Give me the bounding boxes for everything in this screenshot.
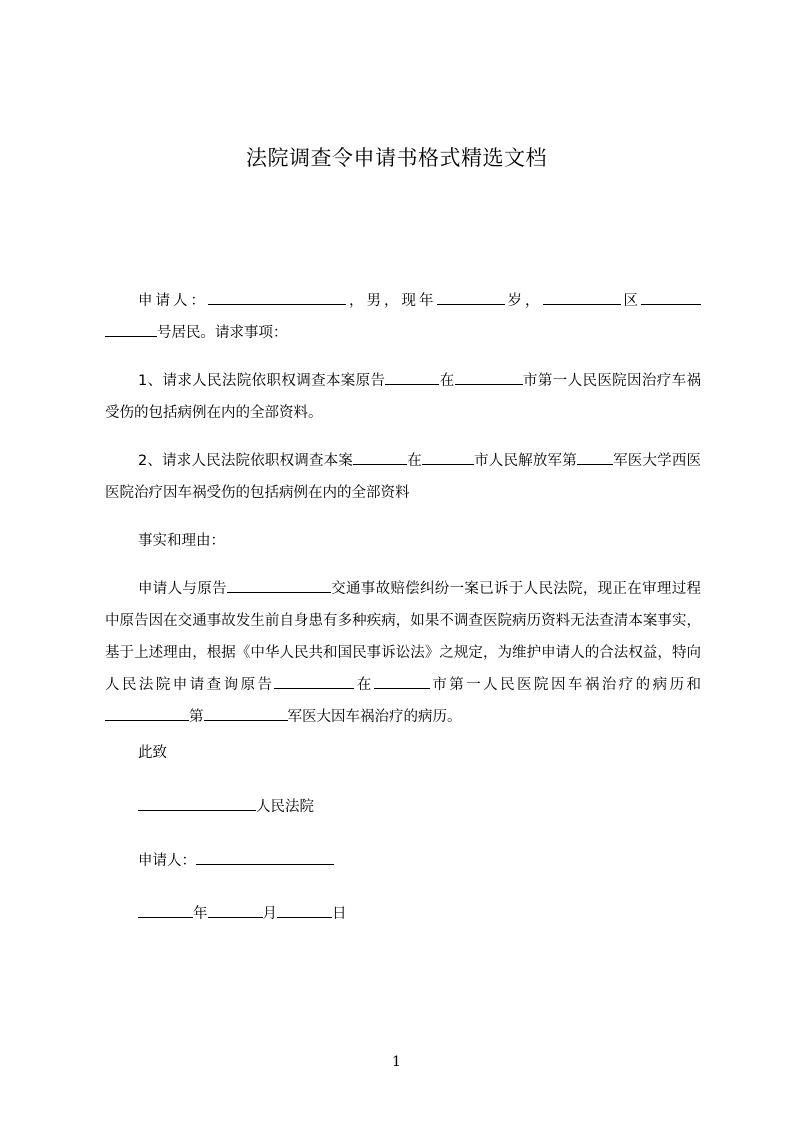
name-blank xyxy=(208,290,346,305)
request-2-text-a: 2、请求人民法院依职权调查本案 xyxy=(138,453,354,469)
facts-text-c: 在 xyxy=(354,677,374,693)
court-suffix: 人民法院 xyxy=(256,799,314,815)
facts-text-b: 交通事故赔偿纠纷一案已诉于人民法院，现正在审理过程中原告因在交通事故发生前自身患有多种疾病，如果不调查医院病历资料无法查清本案事实，基于上述理由，根据《中华人民共和国民事诉讼法》之规定，为维护申请人的合法权益，特向人民法院申请查询原告 xyxy=(105,581,702,693)
age-unit-text: 岁， xyxy=(504,293,543,309)
facts-paragraph xyxy=(105,573,701,733)
request-1-text-b: 在 xyxy=(439,373,455,389)
signature-label: 申请人： xyxy=(138,853,196,869)
request-2-text-d: 军医大学西医医院治疗因车祸受伤的包括病例在内的全部资料 xyxy=(105,453,702,501)
age-blank xyxy=(437,290,505,305)
city-blank-3 xyxy=(374,674,430,689)
request-2-text-c: 市人民解放军第 xyxy=(473,453,577,469)
applicant-label: 申请人： xyxy=(138,293,208,309)
month-label: 月 xyxy=(262,906,277,922)
number-blank xyxy=(105,322,157,337)
street-blank xyxy=(641,290,701,305)
city-blank-2 xyxy=(422,450,474,465)
day-blank xyxy=(277,903,332,918)
closing-salutation: 此致 xyxy=(138,745,167,761)
signature-blank xyxy=(196,850,334,865)
facts-heading: 事实和理由： xyxy=(138,533,225,549)
request-1-text-c: 市第一人民医院因治疗车祸受伤的包括病例在内的全部资料。 xyxy=(105,373,702,421)
facts-text-a: 申请人与原告 xyxy=(138,581,227,597)
request-item-1 xyxy=(105,365,701,429)
request-1-text-a: 1、请求人民法院依职权调查本案原告 xyxy=(138,373,386,389)
day-label: 日 xyxy=(332,906,347,922)
military-number-blank-2 xyxy=(204,706,288,721)
court-line xyxy=(138,791,314,823)
facts-text-f: 军医大因车祸治疗的病历。 xyxy=(287,709,462,725)
year-label: 年 xyxy=(193,906,208,922)
year-blank xyxy=(138,903,193,918)
hospital-blank xyxy=(105,706,189,721)
residence-text: 号居民。请求事项： xyxy=(157,325,288,341)
facts-text-d: 市第一人民医院因车祸治疗的病历和 xyxy=(429,677,702,693)
request-2-text-b: 在 xyxy=(407,453,422,469)
applicant-info-paragraph xyxy=(105,285,701,349)
signature-line xyxy=(138,845,334,877)
party-blank xyxy=(353,450,407,465)
district-blank xyxy=(543,290,621,305)
gender-age-text: ，男，现年 xyxy=(346,293,437,309)
district-text: 区 xyxy=(620,293,641,309)
date-line xyxy=(138,898,347,930)
request-item-2 xyxy=(105,445,701,509)
city-blank xyxy=(455,370,523,385)
facts-text-e: 第 xyxy=(189,709,204,725)
defendant-blank xyxy=(227,578,331,593)
military-number-blank xyxy=(577,450,613,465)
court-blank xyxy=(138,796,256,811)
plaintiff-blank-2 xyxy=(274,674,354,689)
page-number: 1 xyxy=(392,1054,401,1070)
document-title: 法院调查令申请书格式精选文档 xyxy=(246,146,547,170)
month-blank xyxy=(208,903,263,918)
plaintiff-blank xyxy=(385,370,439,385)
